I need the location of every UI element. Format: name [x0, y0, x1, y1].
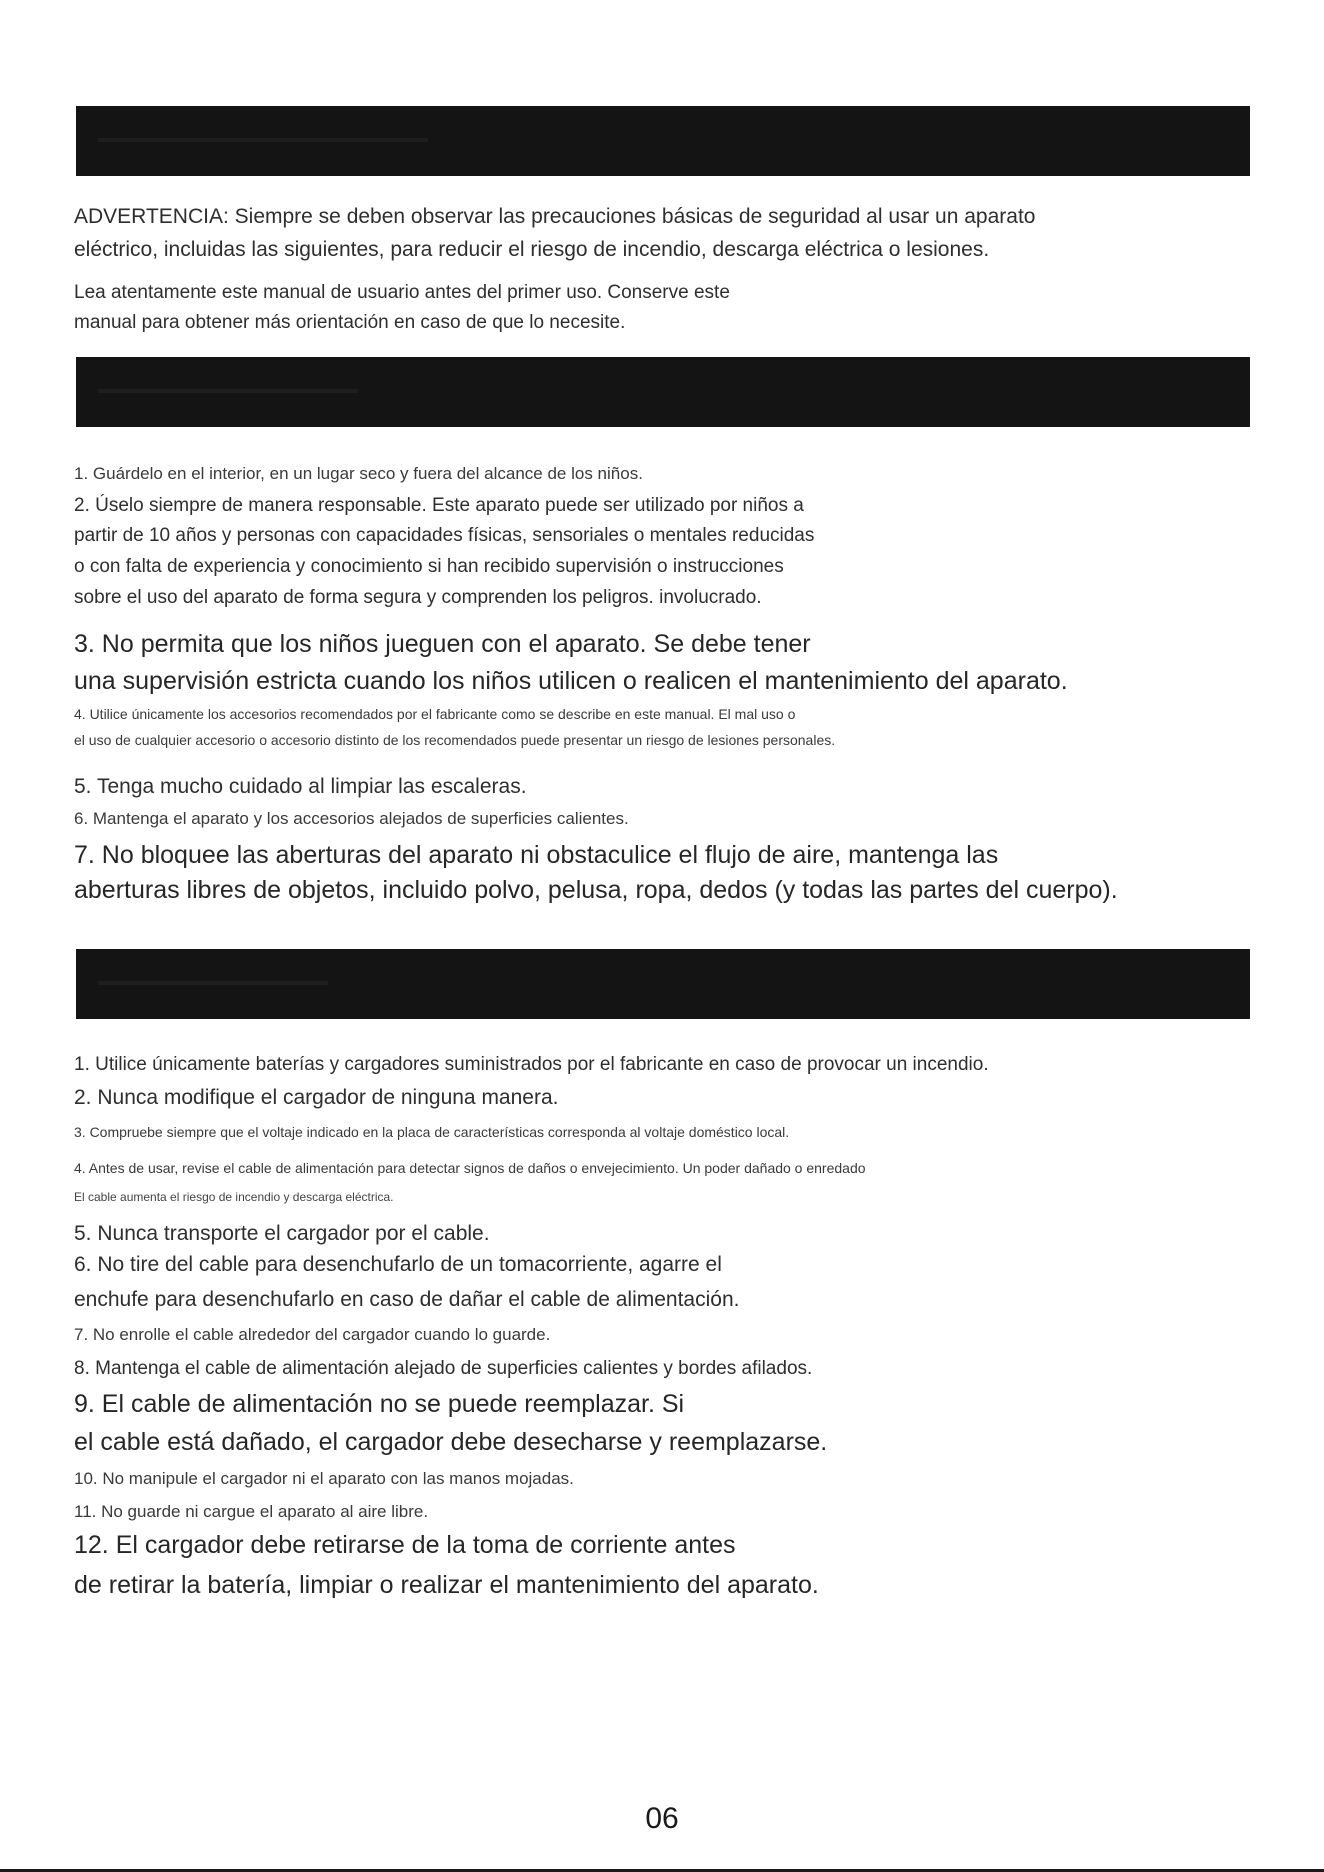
list-item: el cable está dañado, el cargador debe desecharse y reemplazarse. — [74, 1428, 828, 1456]
read-manual-line-1: Lea atentamente este manual de usuario antes del primer uso. Conserve este — [74, 282, 730, 303]
list-item: 11. No guarde ni cargue el aparato al aire libre. — [74, 1502, 429, 1521]
list-item: aberturas libres de objetos, incluido polvo, pelusa, ropa, dedos (y todas las partes del cuerpo). — [74, 876, 1118, 904]
list-item: 4. Utilice únicamente los accesorios recomendados por el fabricante como se describe en este manual. El mal uso o — [74, 706, 796, 722]
list-item: 4. Antes de usar, revise el cable de alimentación para detectar signos de daños o envejecimiento. Un poder dañado o enredado — [74, 1160, 866, 1176]
list-item: enchufe para desenchufarlo en caso de dañar el cable de alimentación. — [74, 1288, 740, 1311]
list-item: una supervisión estricta cuando los niños utilicen o realicen el mantenimiento del aparato. — [74, 667, 1068, 695]
list-item: 9. El cable de alimentación no se puede reemplazar. Si — [74, 1390, 685, 1418]
read-manual-line-2: manual para obtener más orientación en caso de que lo necesite. — [74, 312, 626, 333]
list-item: el uso de cualquier accesorio o accesorio distinto de los recomendados puede presentar un riesgo de lesiones personales. — [74, 732, 836, 748]
list-item: 3. Compruebe siempre que el voltaje indicado en la placa de características corresponda al voltaje doméstico local. — [74, 1124, 790, 1140]
list-item: El cable aumenta el riesgo de incendio y descarga eléctrica. — [74, 1190, 394, 1204]
list-item: 2. Úselo siempre de manera responsable. Este aparato puede ser utilizado por niños a — [74, 495, 804, 516]
section-header-bar-1 — [76, 106, 1250, 176]
list-item: 8. Mantenga el cable de alimentación alejado de superficies calientes y bordes afilados. — [74, 1358, 813, 1379]
list-item: de retirar la batería, limpiar o realizar el mantenimiento del aparato. — [74, 1571, 819, 1599]
list-item: 1. Guárdelo en el interior, en un lugar seco y fuera del alcance de los niños. — [74, 464, 643, 483]
list-item: 6. Mantenga el aparato y los accesorios alejados de superficies calientes. — [74, 809, 629, 828]
list-item: 12. El cargador debe retirarse de la toma de corriente antes — [74, 1531, 736, 1559]
list-item: 1. Utilice únicamente baterías y cargadores suministrados por el fabricante en caso de provocar un incendio. — [74, 1054, 989, 1075]
list-item: 3. No permita que los niños jueguen con el aparato. Se debe tener — [74, 630, 811, 658]
list-item: 7. No enrolle el cable alrededor del cargador cuando lo guarde. — [74, 1325, 551, 1344]
list-item: 5. Nunca transporte el cargador por el cable. — [74, 1222, 490, 1245]
list-item: o con falta de experiencia y conocimiento si han recibido supervisión o instrucciones — [74, 556, 784, 577]
page-number: 06 — [645, 1802, 679, 1835]
section-header-bar-3 — [76, 949, 1250, 1019]
warning-line-1: ADVERTENCIA: Siempre se deben observar las precauciones básicas de seguridad al usar un aparato — [74, 205, 1036, 228]
list-item: 7. No bloquee las aberturas del aparato ni obstaculice el flujo de aire, mantenga las — [74, 841, 999, 869]
list-item: 6. No tire del cable para desenchufarlo de un tomacorriente, agarre el — [74, 1253, 722, 1276]
list-item: 10. No manipule el cargador ni el aparato con las manos mojadas. — [74, 1469, 574, 1488]
warning-line-2: eléctrico, incluidas las siguientes, para reducir el riesgo de incendio, descarga eléctrica o lesiones. — [74, 238, 990, 261]
list-item: 2. Nunca modifique el cargador de ninguna manera. — [74, 1086, 559, 1109]
list-item: 5. Tenga mucho cuidado al limpiar las escaleras. — [74, 775, 527, 798]
list-item: partir de 10 años y personas con capacidades físicas, sensoriales o mentales reducidas — [74, 525, 815, 546]
list-item: sobre el uso del aparato de forma segura y comprenden los peligros. involucrado. — [74, 587, 762, 608]
section-header-bar-2 — [76, 357, 1250, 427]
